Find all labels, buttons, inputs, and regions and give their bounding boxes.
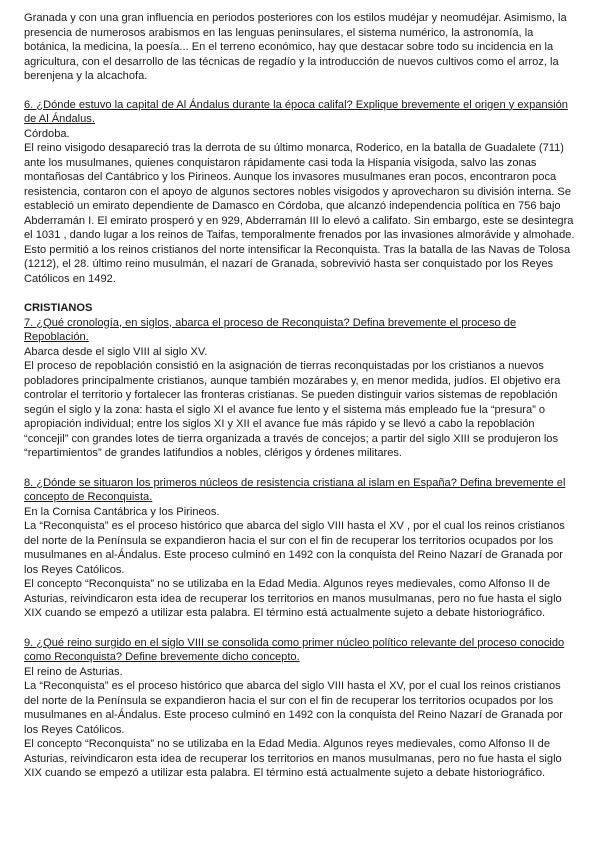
answer-6-text: El reino visigodo desapareció tras la derrota de su último monarca, Roderico, en la batalla de Guadalete (711) ante los musulmanes, quienes conquistaron rápidamente casi toda la Hispania visigoda, salvo las zonas montañosas del Cantábrico y los Pirineos. Aunque los invasores musulmanes eran pocos, encontraron poca resistencia, contaron con el apoyo de algunos sectores nobles visigodos y aprovecharon su división interna. Se estableció un emirato dependiente de Damasco en Córdoba, que alcanzó independencia política en 756 bajo Abderramán I. El emirato prosperó y en 929, Abderramán III lo elevó a califato. Sin embargo, este se desintegra el 1031 , dando lugar a los reinos de Taifas, temporalmente frenados por las invasiones almorávide y almohade. Esto permitió a los reinos cristianos del norte intensificar la Reconquista. Tras la batalla de las Navas de Tolosa (1212), el 28. último reino musulmán, el nazarí de Granada, sobrevivió hasta ser conquistado por los Reyes Católicos en 1492.	[24, 142, 575, 285]
answer-8-text-1: La “Reconquista” es el proceso histórico que abarca del siglo VIII hasta el XV , por el cual los reinos cristianos del norte de la Península se expandieron hacia el sur con el fin de recuperar los territorios ocupados por los musulmanes en al-Ándalus. Este proceso culminó en 1492 con la conquista del Reino Nazarí de Granada por los Reyes Católicos.	[24, 520, 565, 576]
question-8: 8. ¿Dónde se situaron los primeros núcleos de resistencia cristiana al islam en España? Defina brevemente el concepto de Reconquista.	[24, 476, 566, 503]
answer-6-short: Córdoba.	[24, 127, 70, 140]
answer-7-short: Abarca desde el siglo VIII al siglo XV.	[24, 345, 208, 358]
answer-8-short: En la Cornisa Cantábrica y los Pirineos.	[24, 505, 220, 518]
answer-8-text-2: El concepto “Reconquista” no se utilizaba en la Edad Media. Algunos reyes medievales, como Alfonso II de Asturias, reivindicaron esta idea de recuperar los territorios en manos musulmanas, pero no fue hasta el siglo XIX cuando se empezó a utilizar esta palabra. El término está actualmente sujeto a debate historiográfico.	[24, 578, 562, 619]
answer-9-text-2: El concepto “Reconquista” no se utilizaba en la Edad Media. Algunos reyes medievales, como Alfonso II de Asturias, reivindicaron esta idea de recuperar los territorios en manos musulmanas, pero no fue hasta el siglo XIX cuando se empezó a utilizar esta palabra. El término está actualmente sujeto a debate historiográfico.	[24, 738, 562, 779]
question-6: 6. ¿Dónde estuvo la capital de Al Ándalus durante la época califal? Explique brevemente el origen y expansión de Al Ándalus.	[24, 98, 568, 125]
answer-9-text-1: La “Reconquista” es el proceso histórico que abarca del siglo VIII hasta el XV, por el cual los reinos cristianos del norte de la Península se expandieron hacia el sur con el fin de recuperar los territorios ocupados por los musulmanes en al-Ándalus. Este proceso culminó en 1492 con la conquista del Reino Nazarí de Granada por los Reyes Católicos.	[24, 680, 563, 736]
answer-7-text: El proceso de repoblación consistió en la asignación de tierras reconquistadas por los cristianos a nuevos pobladores principalmente cristianos, aunque también mozárabes y, en menor medida, judíos. El objetivo era controlar el territorio y fortalecer las fronteras cristianas. Se pueden distinguir varios sistemas de repoblación según el siglo y la zona: hasta el siglo XI el avance fue lento y el sistema más empleado fue la “presura” o apropiación individual; entre los siglos XI y XII el avance fue más rápido y se llevó a cabo la repoblación “concejil” con grandes lotes de tierra organizada a través de concejos; a partir del siglo XIII se produjeron los “repartimientos” de grandes latifundios a nobles, clérigos y órdenes militares.	[24, 360, 561, 459]
question-9: 9. ¿Qué reino surgido en el siglo VIII se consolida como primer núcleo político relevante del proceso conocido como Reconquista? Define brevemente dicho concepto.	[24, 636, 565, 663]
section-title: CRISTIANOS	[24, 302, 93, 314]
intro-paragraph: Granada y con una gran influencia en periodos posteriores con los estilos mudéjar y neomudéjar. Asimismo, la presencia de numerosos arabismos en las lenguas peninsulares, el sistema numérico, la astronomía, la botánica, la medicina, la poesía... En el terreno económico, hay que destacar sobre todo su incidencia en la agricultura, con el desarrollo de las técnicas de regadío y la introducción de nuevos cultivos como el arroz, la berenjena y la alcachofa.	[24, 12, 567, 82]
question-7: 7. ¿Qué cronología, en siglos, abarca el proceso de Reconquista? Defina brevemente el proceso de Repoblación.	[24, 316, 517, 343]
answer-9-short: El reino de Asturias.	[24, 665, 123, 678]
